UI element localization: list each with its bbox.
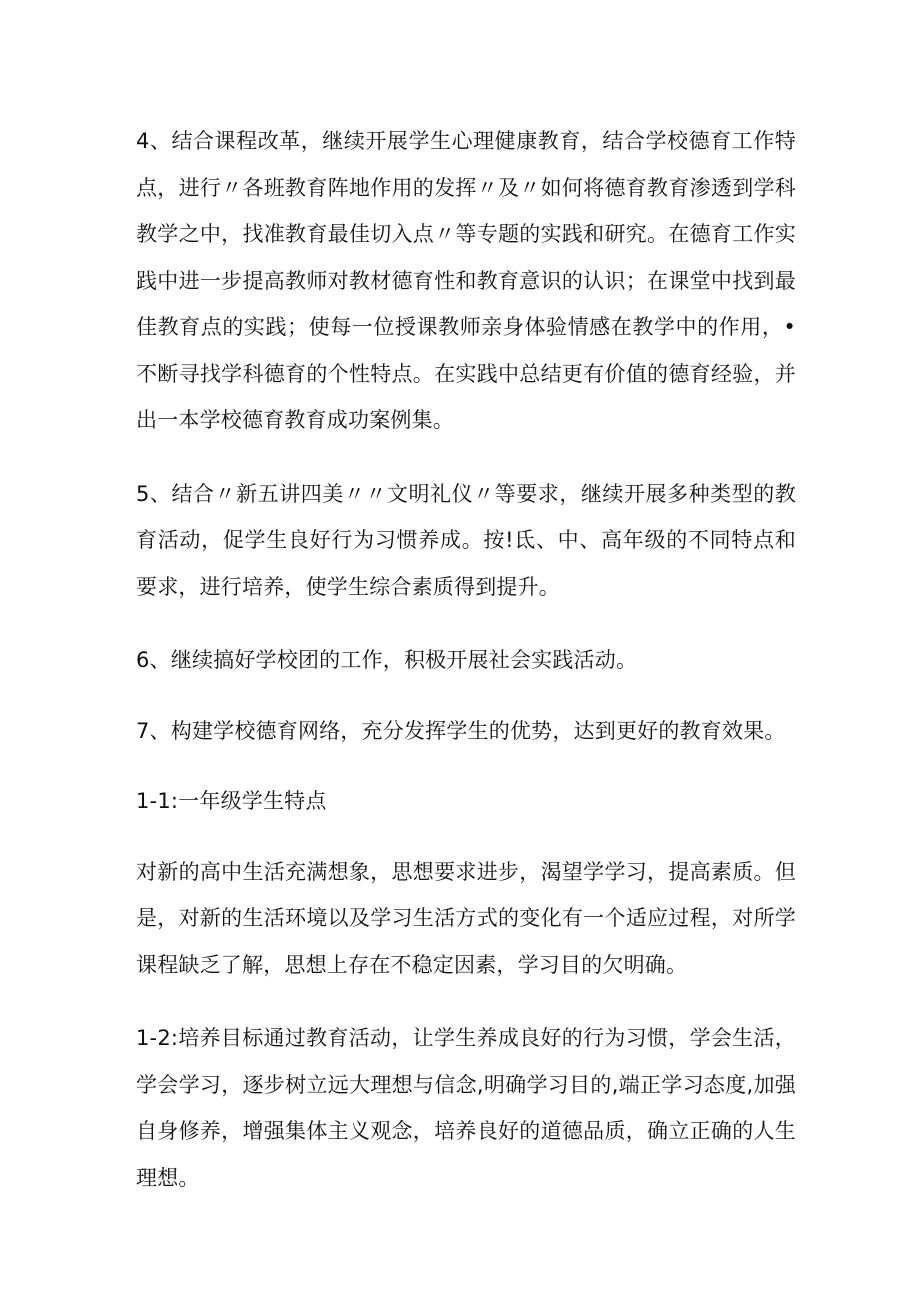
section-heading-1-1: 1-1:一年级学生特点 — [136, 789, 327, 813]
paragraph-item-5: 5、结合〃新五讲四美〃〃文明礼仪〃等要求，继续开展多种类型的教育活动，促学生良好行为习惯养成。按!氐、中、高年级的不同特点和要求，进行培养，使学生综合素质得到提升。 — [136, 481, 796, 599]
paragraph-item-7: 7、构建学校德育网络，充分发挥学生的优势，达到更好的教育效果。 — [136, 718, 786, 743]
paragraph-item-4: 4、结合课程改革，继续开展学生心理健康教育，结合学校德育工作特点，进行〃各班教育阵地作用的发挥〃及〃如何将德育教育渗透到学科教学之中，找准教育最佳切入点〃等专题的实践和研究。在德育工作实践中进一步提高教师对教材德育性和教育意识的认识；在课堂中找到最佳教育点的实践；使每一位授课教师亲身体验情感在教学中的作用，•不断寻找学科德育的个性特点。在实践中总结更有价值的德育经验，并出一本学校德育教育成功案例集。 — [136, 129, 796, 432]
document-body — [136, 118, 796, 1228]
paragraph-body-1-1: 对新的高中生活充满想象，思想要求进步，渴望学学习，提高素质。但是，对新的生活环境以及学习生活方式的变化有一个适应过程，对所学课程缺乏了解，思想上存在不稳定因素，学习目的欠明确。 — [136, 859, 796, 977]
paragraph-item-6: 6、继续搞好学校团的工作，积极开展社会实践活动。 — [136, 648, 638, 672]
paragraph-item-1-2: 1-2:培养目标通过教育活动，让学生养成良好的行为习惯，学会生活，学会学习，逐步树立远大理想与信念,明确学习目的,端正学习态度,加强自身修养，增强集体主义观念，培养良好的道德品质，确立正确的人生理想。 — [136, 1026, 796, 1190]
